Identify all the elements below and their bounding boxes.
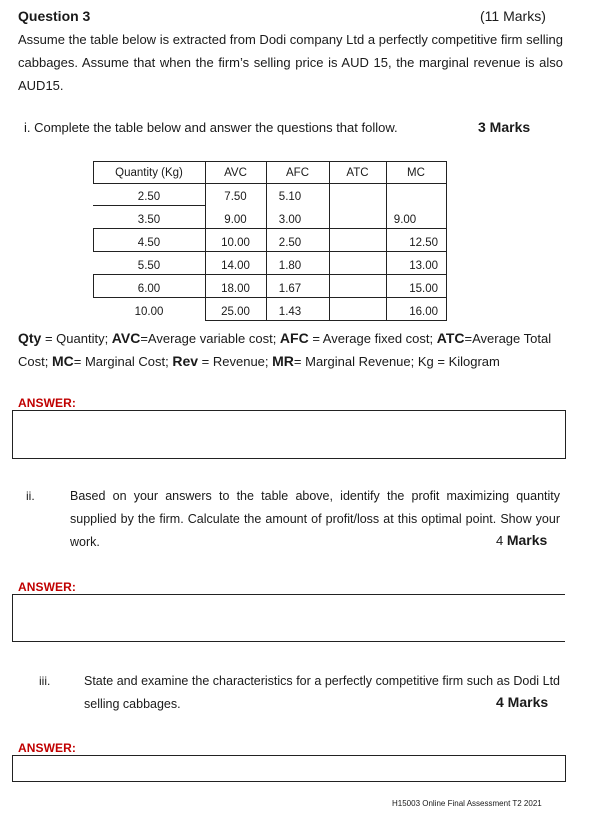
table-cell: 1.80 <box>278 260 302 272</box>
table-cell: 2.50 <box>278 237 302 249</box>
legend-mr-def: = Marginal Revenue; Kg = Kilogram <box>293 354 500 369</box>
footer-text: H15003 Online Final Assessment T2 2021 <box>392 799 542 808</box>
question-intro: Assume the table below is extracted from Dodi company Ltd a perfectly competitive firm selling cabbages. Assume that when the firm’s selling price is AUD 15, the marginal revenue is also AUD15. <box>18 32 563 93</box>
table-cell: 6.00 <box>137 283 161 295</box>
table-cell: 2.50 <box>137 191 161 203</box>
table-cell: 9.00 <box>224 214 247 226</box>
table-cell: 16.00 <box>409 306 438 318</box>
table-cell: 15.00 <box>409 283 438 295</box>
part-iii-text: State and examine the characteristics for a perfectly competitive firm such as Dodi Ltd selling cabbages. <box>84 674 560 711</box>
legend-afc-def: = Average fixed cost; <box>308 331 437 346</box>
cost-table <box>93 161 447 322</box>
legend-avc-def: =Average variable cost; <box>140 331 280 346</box>
table-cell: 7.50 <box>224 191 247 203</box>
answer-label-3: ANSWER: <box>18 741 77 755</box>
part-ii-text: Based on your answers to the table above, identify the profit maximizing quantity supplied by the firm. Calculate the amount of profit/loss at this optimal point. Show your work. <box>70 489 560 549</box>
legend-mc-def: = Marginal Cost; <box>73 354 173 369</box>
answer-label-2: ANSWER: <box>18 580 77 594</box>
answer-box-1[interactable] <box>12 410 566 459</box>
legend-mc: MC <box>51 353 74 369</box>
table-cell: 10.00 <box>221 237 250 249</box>
part-i-marks: 3 Marks <box>478 119 531 135</box>
table-cell: 3.00 <box>278 214 302 226</box>
table-cell: 1.67 <box>278 283 302 295</box>
part-ii-marks-word: Marks <box>506 532 548 548</box>
table-cell: 4.50 <box>137 237 161 249</box>
table-cell: 25.00 <box>221 306 250 318</box>
abbreviation-legend <box>18 327 578 373</box>
part-i-text: i. Complete the table below and answer the questions that follow. <box>24 120 398 135</box>
legend-rev: Rev <box>172 353 199 369</box>
part-iii-marks: 4 Marks <box>496 694 549 710</box>
table-cell: 1.43 <box>278 306 302 318</box>
answer-label-1: ANSWER: <box>18 396 77 410</box>
legend-atc: ATC <box>436 330 465 346</box>
table-cell: 9.00 <box>393 214 417 226</box>
table-cell: 13.00 <box>409 260 438 272</box>
legend-rev-def: = Revenue; <box>198 354 273 369</box>
part-ii-numeral: ii. <box>26 489 35 503</box>
question-title: Question 3 <box>18 8 91 24</box>
legend-atc-def: =Average Total Cost; <box>18 331 552 369</box>
legend-qty: Qty <box>18 330 42 346</box>
legend-mr: MR <box>272 353 294 369</box>
part-ii-marks-num: 4 <box>496 533 504 548</box>
table-header-atc: ATC <box>346 167 369 179</box>
table-cell: 12.50 <box>409 237 438 249</box>
answer-box-2[interactable] <box>12 594 565 642</box>
part-iii-numeral: iii. <box>39 674 51 688</box>
table-header-quantity: Quantity (Kg) <box>115 167 183 179</box>
table-cell: 3.50 <box>137 214 161 226</box>
table-cell: 18.00 <box>221 283 250 295</box>
part-ii-marks <box>496 532 547 548</box>
table-cell: 10.00 <box>134 306 164 318</box>
answer-box-3[interactable] <box>12 755 566 782</box>
question-total-marks: (11 Marks) <box>480 8 546 24</box>
table-cell: 14.00 <box>221 260 250 272</box>
legend-avc: AVC <box>111 330 141 346</box>
table-header-mc: MC <box>407 167 425 179</box>
table-header-avc: AVC <box>224 167 247 179</box>
legend-qty-def: = Quantity; <box>41 331 112 346</box>
table-cell: 5.50 <box>137 260 161 272</box>
table-header-afc: AFC <box>286 167 309 179</box>
legend-afc: AFC <box>279 330 309 346</box>
table-cell: 5.10 <box>278 191 302 203</box>
